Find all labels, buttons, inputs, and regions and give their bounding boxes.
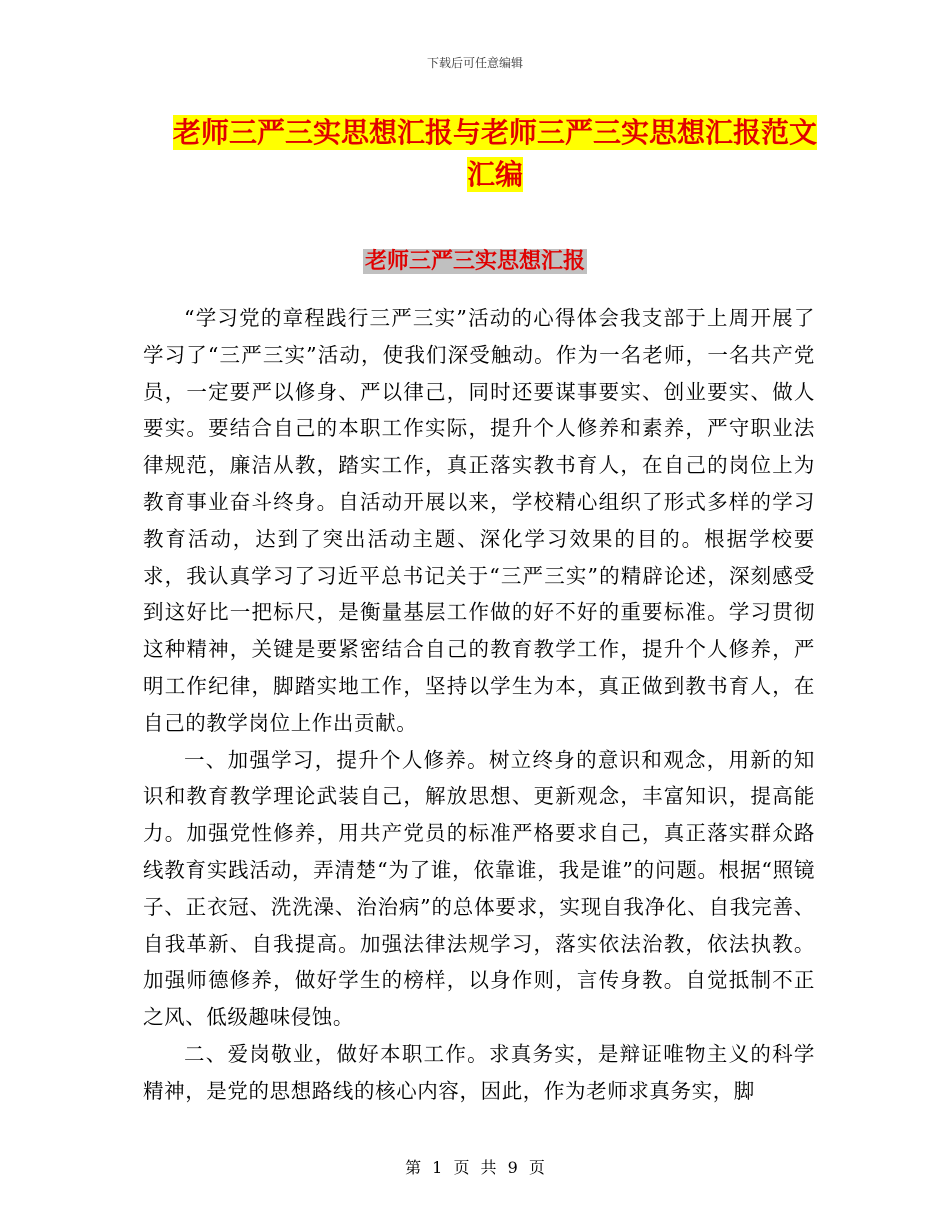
paragraph: “学习党的章程践行三严三实”活动的心得体会我支部于上周开展了学习了“三严三实”活动，使我们深受触动。作为一名老师，一名共产党员，一定要严以修身、严以律己，同时还要谋事要实、创业要实、做人要实。要结合自己的本职工作实际，提升个人修养和素养，严守职业法律规范，廉洁从教，踏实工作，真正落实教书育人，在自己的岗位上为教育事业奋斗终身。自活动开展以来，学校精心组织了形式多样的学习教育活动，达到了突出活动主题、深化学习效果的目的。根据学校要求，我认真学习了习近平总书记关于“三严三实”的精辟论述，深刻感受到这好比一把标尺，是衡量基层工作做的好不好的重要标准。学习贯彻这种精神，关键是要紧密结合自己的教育教学工作，提升个人修养，严明工作纪律，脚踏实地工作，坚持以学生为本，真正做到教书育人，在自己的教学岗位上作出贡献。 bbox=[143, 306, 815, 735]
paragraph: 二、爱岗敬业，做好本职工作。求真务实，是辩证唯物主义的科学精神，是党的思想路线的核心内容，因此，作为老师求真务实，脚 bbox=[143, 1041, 815, 1103]
document-title-line1: 老师三严三实思想汇报与老师三严三实思想汇报范文 bbox=[172, 116, 817, 149]
document-title bbox=[150, 112, 840, 196]
section-title-text: 老师三严三实思想汇报 bbox=[364, 249, 585, 274]
document-title-line2: 汇编 bbox=[466, 158, 523, 191]
document-body bbox=[143, 300, 815, 1110]
page-footer: 第 1 页 共 9 页 bbox=[405, 1158, 545, 1177]
section-title bbox=[0, 246, 950, 278]
paragraph: 一、加强学习，提升个人修养。树立终身的意识和观念，用新的知识和教育教学理论武装自己，解放思想、更新观念，丰富知识，提高能力。加强党性修养，用共产党员的标准严格要求自己，真正落实群众路线教育实践活动，弄清楚“为了谁，依靠谁，我是谁”的问题。根据“照镜子、正衣冠、洗洗澡、治治病”的总体要求，实现自我净化、自我完善、自我革新、自我提高。加强法律法规学习，落实依法治教，依法执教。加强师德修养，做好学生的榜样，以身作则，言传身教。自觉抵制不正之风、低级趣味侵蚀。 bbox=[143, 747, 815, 1030]
header-note: 下载后可任意编辑 bbox=[426, 56, 523, 70]
